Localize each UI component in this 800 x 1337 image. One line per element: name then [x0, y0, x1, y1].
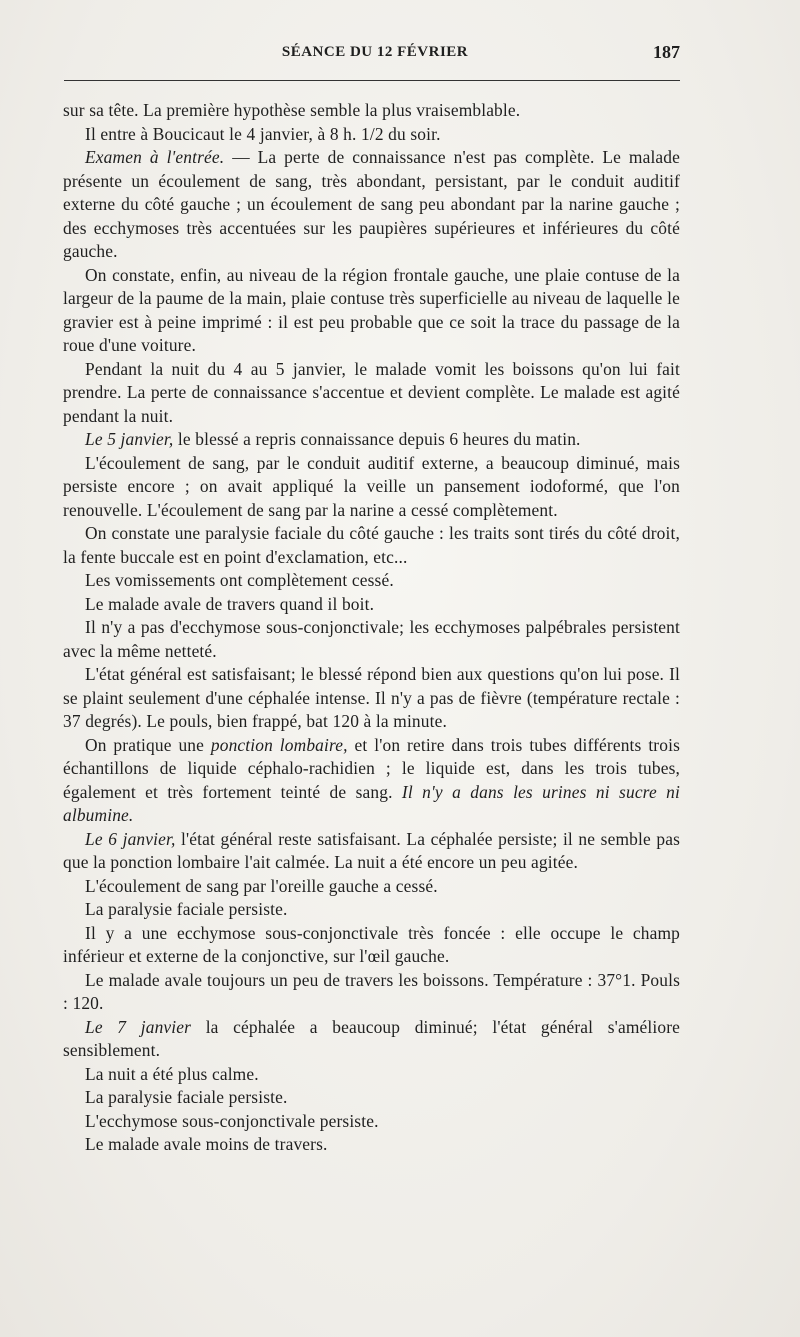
paragraph: On constate une paralysie faciale du côté gauche : les traits sont tirés du côté droit, la fente buccale est en point d'exclamation, etc... [63, 523, 680, 567]
paragraph: L'état général est satisfaisant; le blessé répond bien aux questions qu'on lui pose. Il se plaint seulement d'une céphalée intense. Il n'y a pas de fièvre (température rectale : 37 degrés). Le pouls, bien frappé, bat 120 à la minute. [63, 664, 680, 731]
paragraph: Examen à l'entrée. — La perte de connaissance n'est pas complète. Le malade présente un écoulement de sang, très abondant, persistant, par le conduit auditif externe du côté gauche ; un écoulement de sang peu abondant par la narine gauche ; des ecchymoses très accentuées sur les paupières supérieures et inférieures du côté gauche. [63, 147, 681, 261]
paragraph: L'écoulement de sang par l'oreille gauche a cessé. [85, 875, 438, 896]
paragraph: L'ecchymose sous-conjonctivale persiste. [85, 1110, 379, 1131]
paragraph: Le malade avale moins de travers. [85, 1134, 328, 1154]
paragraph: Les vomissements ont complètement cessé. [85, 570, 394, 590]
paragraph: L'écoulement de sang, par le conduit auditif externe, a beaucoup diminué, mais persiste encore ; on avait appliqué la veille un pansement iodoformé, que l'on renouvelle. L'écoulement de sang par la narine a cessé complètement. [63, 452, 680, 520]
paragraph: La nuit a été plus calme. [85, 1063, 259, 1084]
paragraph: On pratique une ponction lombaire, et l'on retire dans trois tubes différents trois échantillons de liquide céphalo-rachidien ; le liquide est, dans les trois tubes, également et très fortement teinté de sang. Il n'y a dans les urines ni sucre ni albumine. [63, 734, 680, 825]
paragraph: Le 6 janvier, l'état général reste satisfaisant. La céphalée persiste; il ne semble pas que la ponction lombaire l'ait calmée. La nuit a été encore un peu agitée. [63, 828, 680, 872]
paragraph: sur sa tête. La première hypothèse semble la plus vraisemblable. [63, 100, 521, 120]
paragraph: Le malade avale de travers quand il boit. [85, 593, 375, 614]
paragraph: La paralysie faciale persiste. [85, 1087, 288, 1107]
body-text [63, 99, 680, 1157]
header-rule [64, 80, 680, 81]
paragraph: Le malade avale toujours un peu de travers les boissons. Température : 37°1. Pouls : 120. [63, 969, 680, 1013]
paragraph: Il entre à Boucicaut le 4 janvier, à 8 h. 1/2 du soir. [85, 123, 441, 144]
running-head: SÉANCE DU 12 FÉVRIER [281, 44, 469, 60]
page-number: 187 [653, 42, 680, 62]
paragraph: Pendant la nuit du 4 au 5 janvier, le malade vomit les boissons qu'on lui fait prendre. La perte de connaissance s'accentue et devient complète. Le malade est agité pendant la nuit. [63, 358, 680, 426]
paragraph: La paralysie faciale persiste. [85, 899, 288, 919]
paragraph: Le 7 janvier la céphalée a beaucoup diminué; l'état général s'améliore sensiblement. [63, 1016, 680, 1060]
paragraph: Il n'y a pas d'ecchymose sous-conjonctivale; les ecchymoses palpébrales persistent avec la même netteté. [63, 617, 680, 661]
page-header [70, 44, 680, 72]
paragraph: Il y a une ecchymose sous-conjonctivale très foncée : elle occupe le champ inférieur et externe de la conjonctive, sur l'œil gauche. [63, 922, 680, 966]
paragraph: Le 5 janvier, le blessé a repris connaissance depuis 6 heures du matin. [85, 429, 581, 449]
paragraph: On constate, enfin, au niveau de la région frontale gauche, une plaie contuse de la largeur de la paume de la main, plaie contuse très superficielle au niveau de laquelle le gravier est à peine imprimé : il est peu probable que ce soit la trace du passage de la roue d'une voiture. [63, 264, 680, 355]
